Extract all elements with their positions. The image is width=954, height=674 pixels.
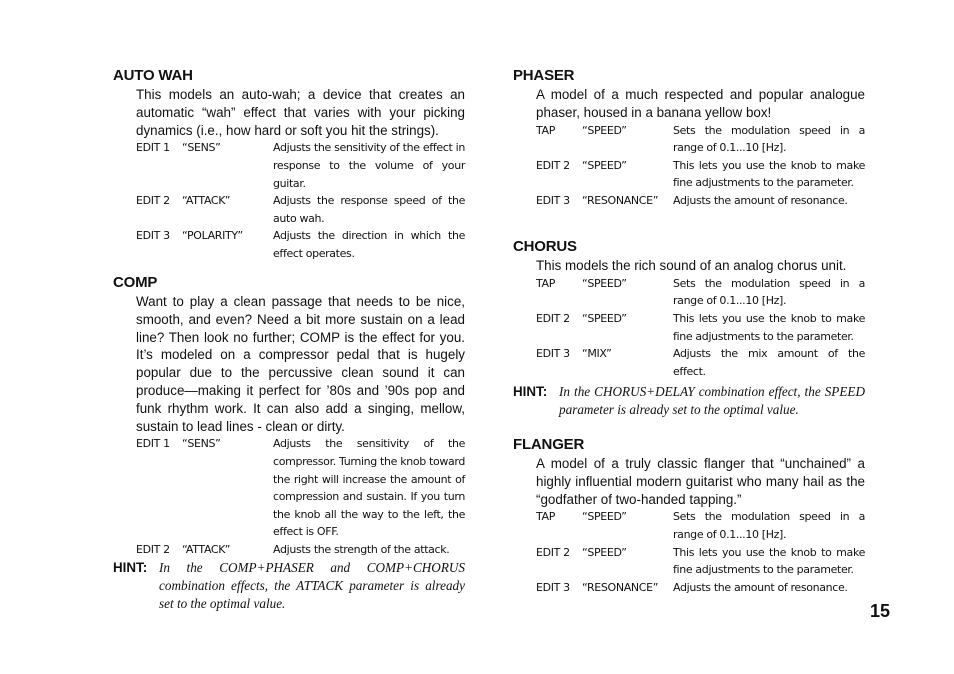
param-description: This lets you use the knob to make fine adjustments to the parameter. [673, 311, 865, 343]
page-number: 15 [870, 601, 891, 621]
param-row [136, 541, 465, 559]
param-description: Adjusts the amount of resonance. [673, 193, 848, 207]
param-key: TAP [536, 276, 555, 290]
flanger-heading: FLANGER [513, 436, 585, 453]
chorus-heading: CHORUS [513, 238, 577, 255]
param-key: EDIT 2 [136, 194, 170, 208]
param-row [536, 579, 865, 597]
param-row [536, 310, 865, 345]
param-name: “SPEED” [582, 158, 627, 172]
auto-wah-params [136, 139, 465, 262]
param-row [536, 157, 865, 192]
param-name: “MIX” [582, 347, 612, 361]
param-description: This lets you use the knob to make fine adjustments to the parameter. [673, 545, 865, 577]
param-row [136, 227, 465, 262]
flanger-section [513, 436, 865, 596]
param-description: Adjusts the sensitivity of the effect in response to the volume of your guitar. [273, 141, 465, 190]
param-description: Sets the modulation speed in a range of 0.1...10 [Hz]. [673, 276, 865, 308]
param-key: EDIT 3 [536, 580, 570, 594]
param-description: Sets the modulation speed in a range of 0.1...10 [Hz]. [673, 123, 865, 155]
hint-label: HINT: [513, 384, 548, 400]
comp-heading: COMP [113, 274, 158, 291]
comp-params [136, 435, 465, 558]
phaser-section [513, 67, 865, 210]
auto-wah-section [113, 67, 465, 263]
chorus-hint [513, 383, 865, 419]
param-row [536, 345, 865, 380]
param-name: “POLARITY” [182, 229, 243, 243]
param-name: “SPEED” [582, 510, 627, 524]
param-key: EDIT 3 [536, 193, 570, 207]
comp-section [113, 274, 465, 613]
param-name: “SENS” [182, 437, 221, 451]
hint-text: In the COMP+PHASER and COMP+CHORUS combination effects, the ATTACK parameter is already set to the optimal value. [159, 559, 465, 611]
param-key: EDIT 1 [136, 437, 170, 451]
param-row [136, 139, 465, 192]
param-row [136, 435, 465, 541]
auto-wah-heading: AUTO WAH [113, 67, 193, 84]
param-description: Adjusts the mix amount of the effect. [673, 347, 865, 378]
param-name: “RESONANCE” [582, 580, 659, 594]
chorus-params [536, 275, 865, 381]
phaser-intro: A model of a much respected and popular analogue phaser, housed in a banana yellow box! [536, 87, 865, 120]
auto-wah-intro: This models an auto-wah; a device that creates an automatic “wah” effect that varies with your picking dynamics (i.e., how hard or soft you hit the strings). [136, 87, 465, 138]
comp-hint [113, 559, 465, 613]
param-row [536, 192, 865, 210]
hint-label: HINT: [113, 559, 148, 575]
param-key: TAP [536, 510, 555, 524]
param-description: This lets you use the knob to make fine adjustments to the parameter. [673, 158, 865, 190]
param-name: “ATTACK” [182, 542, 231, 556]
param-key: EDIT 2 [536, 545, 570, 559]
param-description: Adjusts the direction in which the effect operates. [273, 229, 465, 260]
param-description: Adjusts the sensitivity of the compressor. Turning the knob toward the right will increase the amount of compression and sustain. If you turn the knob all the way to the left, the effect is OFF. [273, 437, 465, 539]
param-name: “ATTACK” [182, 194, 231, 208]
flanger-intro: A model of a truly classic flanger that “unchained” a highly influential modern guitarist who many hail as the “godfather of two-handed tapping.” [536, 456, 865, 507]
param-key: TAP [536, 123, 555, 137]
param-name: “SPEED” [582, 123, 627, 137]
param-row [136, 192, 465, 227]
chorus-intro: This models the rich sound of an analog chorus unit. [536, 258, 847, 273]
param-name: “SPEED” [582, 545, 627, 559]
param-name: “SPEED” [582, 311, 627, 325]
param-name: “SPEED” [582, 276, 627, 290]
param-row [536, 122, 865, 157]
param-row [536, 544, 865, 579]
param-key: EDIT 1 [136, 141, 170, 155]
param-key: EDIT 2 [536, 158, 570, 172]
comp-intro: Want to play a clean passage that needs to be nice, smooth, and even? Need a bit more sustain on a lead line? Then look no further; COMP is the effect for you. It’s modeled on a compressor pedal that is hugely popular due to the percussive clean sound it can produce—making it perfect for ’80s and ’90s pop and funk rhythm work. It can also add a singing, mellow, sustain to lead lines - clean or dirty. [136, 294, 465, 434]
param-key: EDIT 2 [136, 542, 170, 556]
param-row [536, 275, 865, 310]
phaser-params [536, 122, 865, 210]
param-key: EDIT 3 [536, 347, 570, 361]
param-description: Sets the modulation speed in a range of 0.1...10 [Hz]. [673, 510, 865, 541]
param-row [536, 508, 865, 543]
param-description: Adjusts the response speed of the auto wah. [273, 194, 465, 225]
param-name: “SENS” [182, 141, 221, 155]
param-name: “RESONANCE” [582, 193, 659, 207]
param-description: Adjusts the strength of the attack. [273, 542, 450, 556]
hint-text: In the CHORUS+DELAY combination effect, the SPEED parameter is already set to the optimal value. [559, 384, 865, 418]
flanger-params [536, 508, 865, 596]
param-description: Adjusts the amount of resonance. [673, 580, 848, 594]
chorus-section [513, 238, 865, 419]
param-key: EDIT 2 [536, 311, 570, 325]
param-key: EDIT 3 [136, 229, 170, 243]
phaser-heading: PHASER [513, 67, 575, 84]
